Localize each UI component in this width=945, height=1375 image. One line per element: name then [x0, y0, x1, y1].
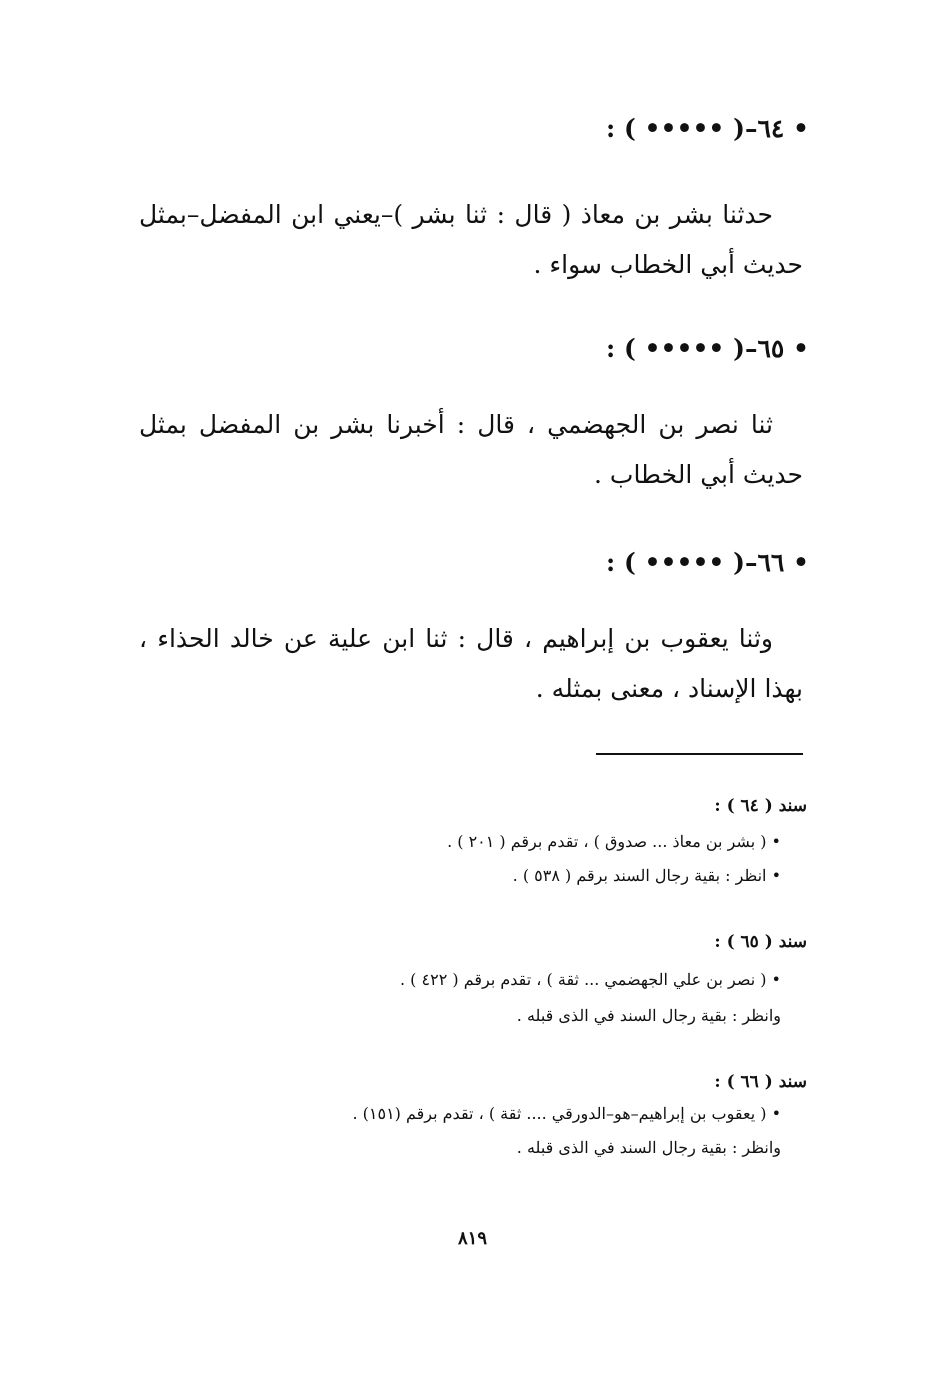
hadith-heading-64: • ٦٤–( ••••• ) :: [606, 114, 809, 143]
hadith-text-65: ثنا نصر بن الجهضمي ، قال : أخبرنا بشر بن المفضل بمثل حديث أبي الخطاب .: [139, 410, 803, 489]
hadith-heading-65: • ٦٥–( ••••• ) :: [606, 334, 809, 363]
footnote-title-65: سند ( ٦٥ ) :: [714, 932, 807, 952]
footnote-title-66: سند ( ٦٦ ) :: [714, 1072, 807, 1092]
footnote-line: • انظر : بقية رجال السند برقم ( ٥٣٨ ) .: [512, 866, 781, 885]
footnote-separator: [596, 753, 803, 755]
hadith-text-64: حدثنا بشر بن معاذ ( قال : ثنا بشر )–يعني ابن المفضل–بمثل حديث أبي الخطاب سواء .: [139, 200, 803, 279]
footnote-line: • ( يعقوب بن إبراهيم–هو–الدورقي .... ثقة ) ، تقدم برقم (١٥١) .: [352, 1104, 781, 1123]
page-number: ٨١٩: [457, 1228, 487, 1249]
footnote-title-64: سند ( ٦٤ ) :: [714, 796, 807, 816]
hadith-heading-66: • ٦٦–( ••••• ) :: [606, 548, 809, 577]
hadith-text-66: وثنا يعقوب بن إبراهيم ، قال : ثنا ابن علية عن خالد الحذاء ، بهذا الإسناد ، معنى بمثله .: [139, 624, 803, 703]
footnote-line: • ( بشر بن معاذ ... صدوق ) ، تقدم برقم ( ٢٠١ ) .: [447, 832, 781, 851]
footnote-line: وانظر : بقية رجال السند في الذى قبله .: [516, 1006, 781, 1025]
footnote-line: وانظر : بقية رجال السند في الذى قبله .: [516, 1138, 781, 1157]
footnote-line: • ( نصر بن علي الجهضمي ... ثقة ) ، تقدم برقم ( ٤٢٢ ) .: [400, 970, 781, 989]
